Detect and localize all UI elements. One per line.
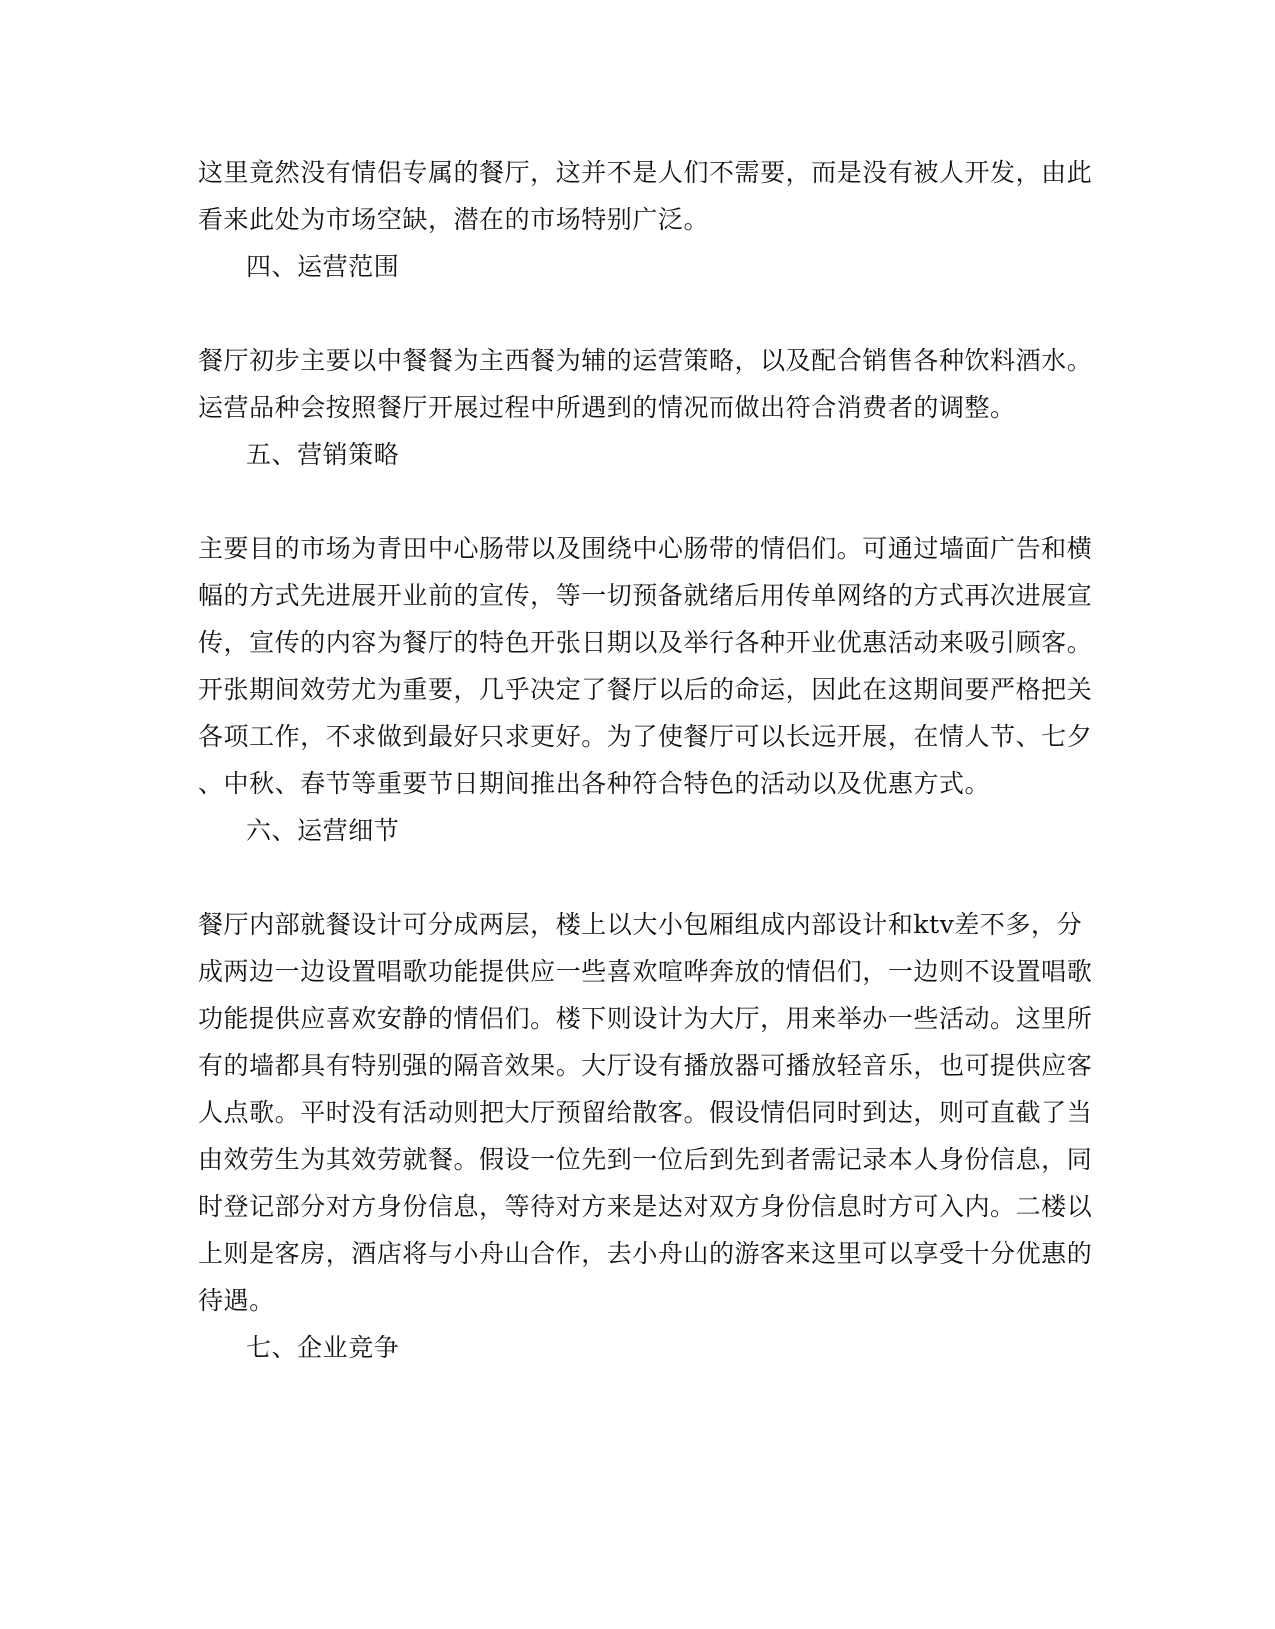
paragraph-line: 时登记部分对方身份信息，等待对方来是达对双方身份信息时方可入内。二楼以 [198, 1192, 1093, 1221]
paragraph-line: 看来此处为市场空缺，潜在的市场特别广泛。 [198, 205, 710, 234]
paragraph-line: 餐厅内部就餐设计可分成两层，楼上以大小包厢组成内部设计和ktv差不多，分 [198, 910, 1083, 939]
paragraph-line: 有的墙都具有特别强的隔音效果。大厅设有播放器可播放轻音乐，也可提供应客 [198, 1051, 1093, 1080]
paragraph-line: 各项工作，不求做到最好只求更好。为了使餐厅可以长远开展，在情人节、七夕 [198, 722, 1093, 751]
paragraph-line: 餐厅初步主要以中餐餐为主西餐为辅的运营策略，以及配合销售各种饮料酒水。 [198, 346, 1093, 375]
paragraph-line: 由效劳生为其效劳就餐。假设一位先到一位后到先到者需记录本人身份信息，同 [198, 1145, 1093, 1174]
section-heading: 四、运营范围 [246, 252, 400, 281]
paragraph-line: 传，宣传的内容为餐厅的特色开张日期以及举行各种开业优惠活动来吸引顾客。 [198, 628, 1093, 657]
section-heading: 五、营销策略 [246, 440, 400, 469]
paragraph-line: 成两边一边设置唱歌功能提供应一些喜欢喧哗奔放的情侣们，一边则不设置唱歌 [198, 957, 1093, 986]
paragraph-line: 、中秋、春节等重要节日期间推出各种符合特色的活动以及优惠方式。 [198, 769, 991, 798]
paragraph-line: 幅的方式先进展开业前的宣传，等一切预备就绪后用传单网络的方式再次进展宣 [198, 581, 1093, 610]
paragraph-line: 主要目的市场为青田中心肠带以及围绕中心肠带的情侣们。可通过墙面广告和横 [198, 534, 1093, 563]
paragraph-line: 开张期间效劳尤为重要，几乎决定了餐厅以后的命运，因此在这期间要严格把关 [198, 675, 1093, 704]
paragraph-line: 功能提供应喜欢安静的情侣们。楼下则设计为大厅，用来举办一些活动。这里所 [198, 1004, 1093, 1033]
paragraph-line: 运营品种会按照餐厅开展过程中所遇到的情况而做出符合消费者的调整。 [198, 393, 1016, 422]
paragraph-line: 这里竟然没有情侣专属的餐厅，这并不是人们不需要，而是没有被人开发，由此 [198, 158, 1093, 187]
section-heading: 七、企业竞争 [246, 1333, 400, 1362]
paragraph-line: 上则是客房，酒店将与小舟山合作，去小舟山的游客来这里可以享受十分优惠的 [198, 1239, 1093, 1268]
paragraph-line: 人点歌。平时没有活动则把大厅预留给散客。假设情侣同时到达，则可直截了当 [198, 1098, 1093, 1127]
section-heading: 六、运营细节 [246, 816, 400, 845]
paragraph-line: 待遇。 [198, 1286, 275, 1315]
